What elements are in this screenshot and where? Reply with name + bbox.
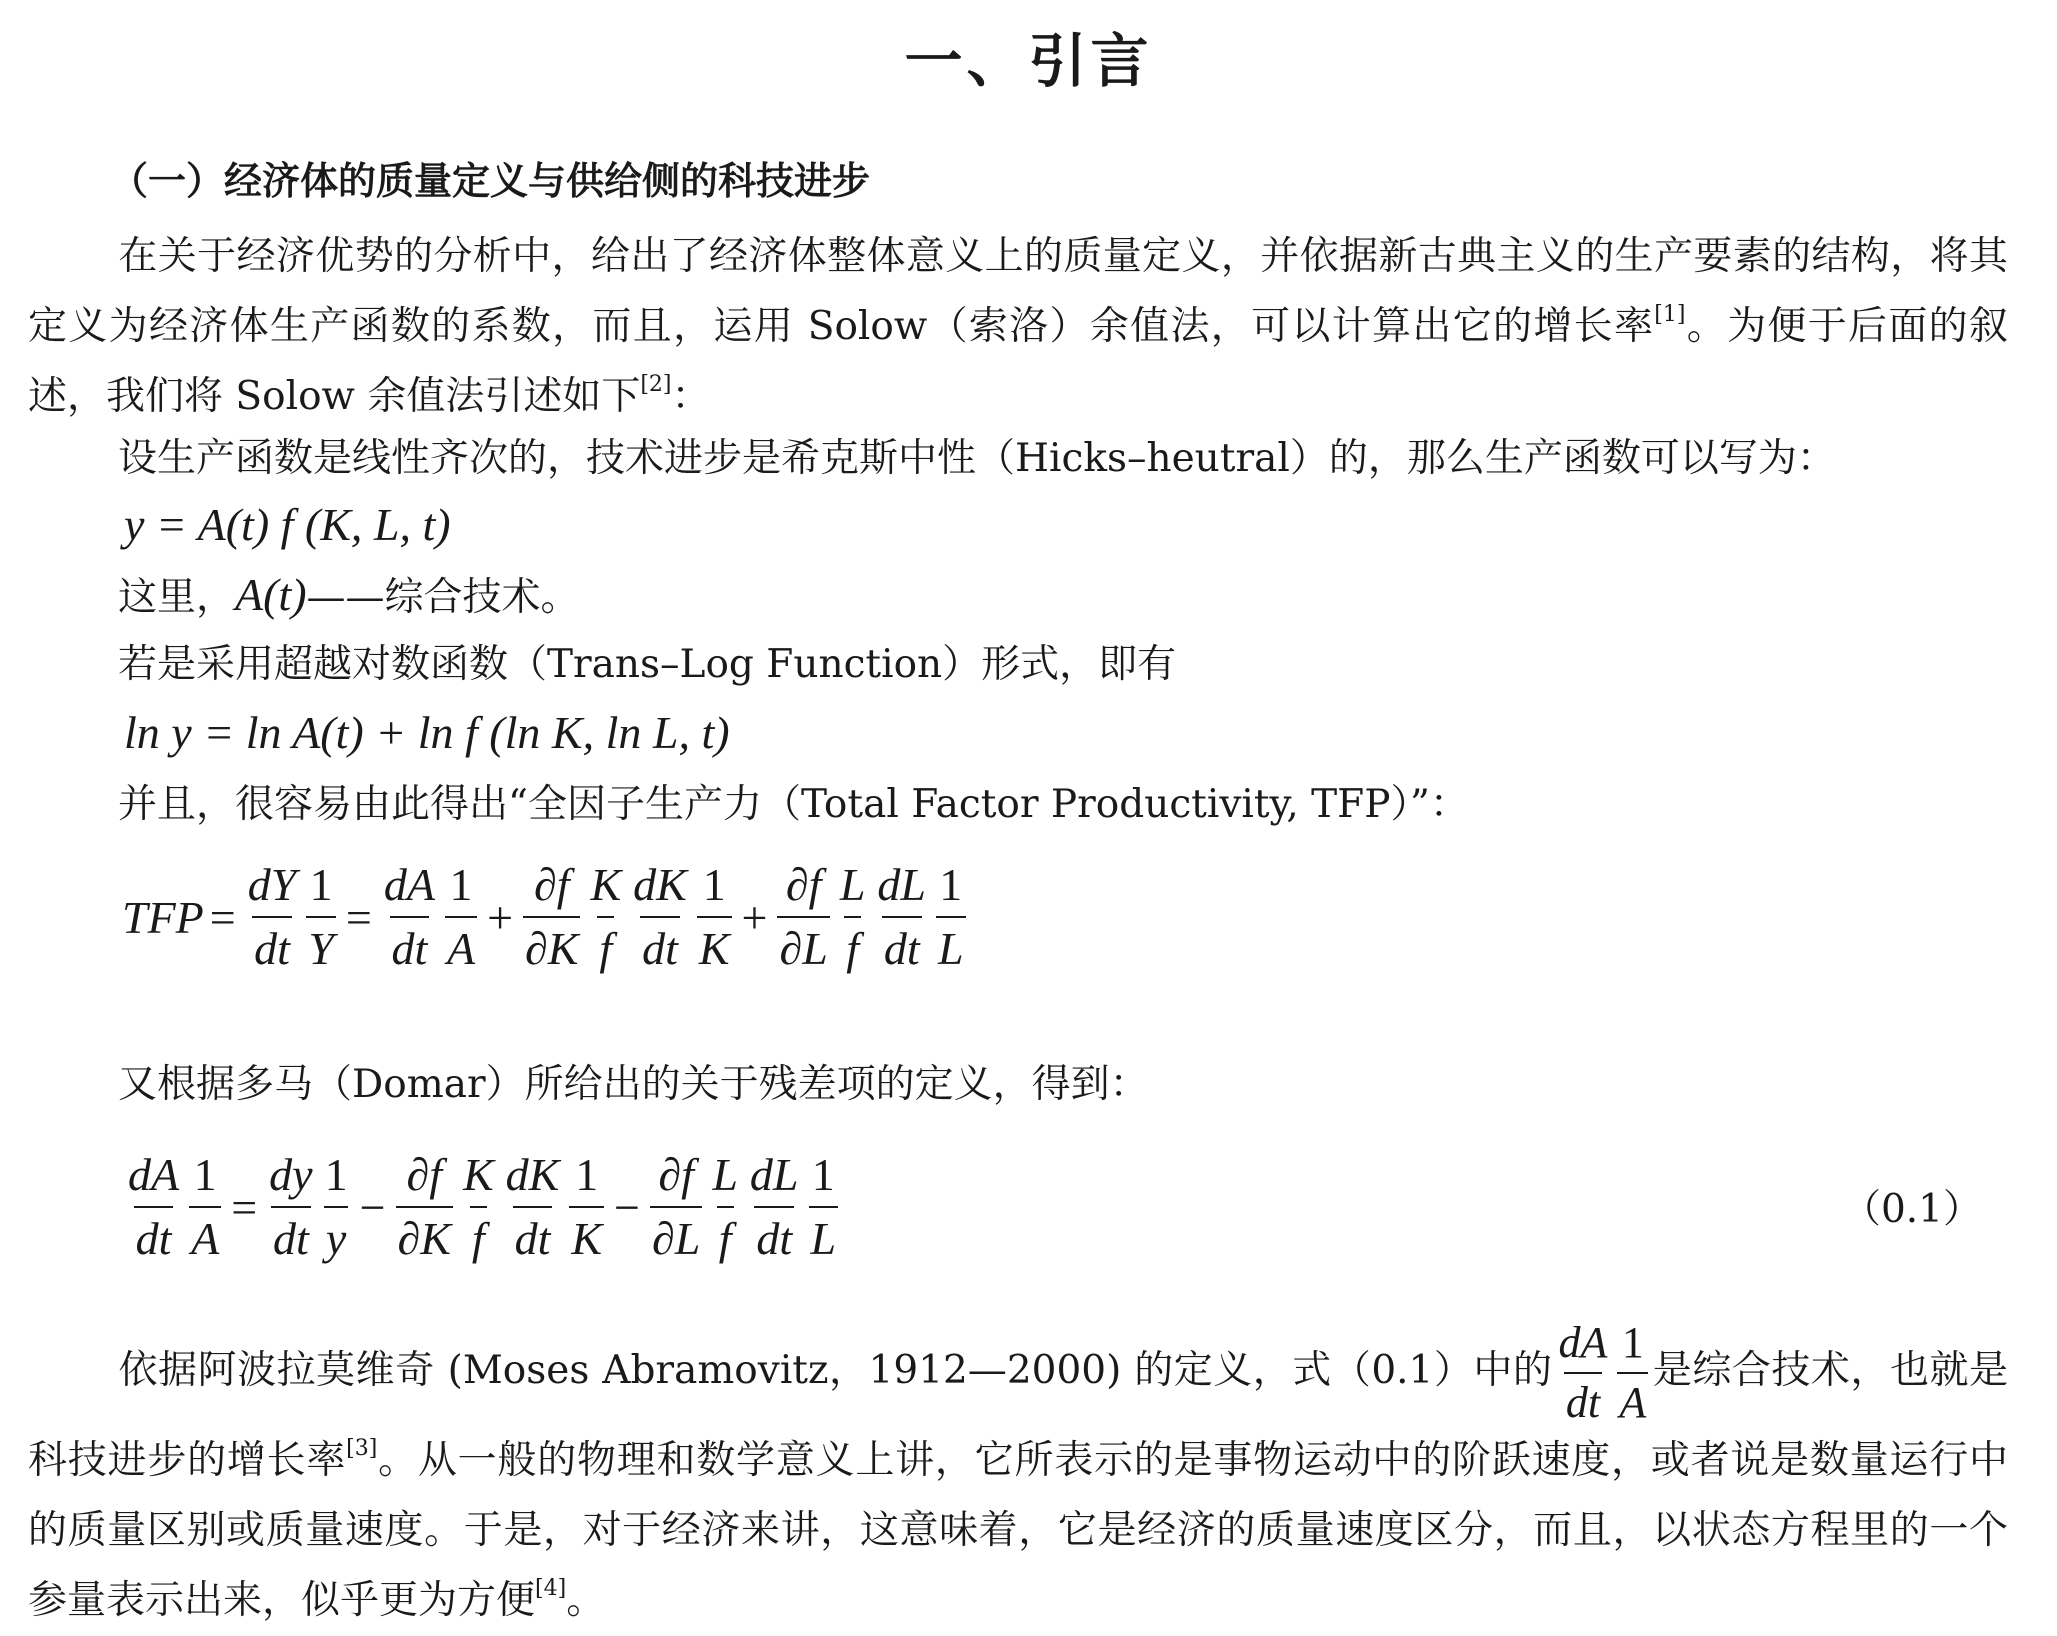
inline-fraction: $\frac{dA}{dt}$ $\frac{1}{A}$: [1558, 1318, 1647, 1427]
line-hicks: 设生产函数是线性齐次的，技术进步是希克斯中性（Hicks–heutral）的，那么生产函数可以写为：: [118, 436, 1836, 481]
line-here-rest: ——综合技术。: [306, 575, 580, 620]
formula-translog: ln y = ln A(t) + ln f (ln K, ln L, t): [124, 707, 730, 758]
tfp-label: TFP: [122, 891, 204, 943]
paragraph-intro-text: 在关于经济优势的分析中，给出了经济体整体意义上的质量定义，并依据新古典主义的生产要素的结构，将其定义为经济体生产函数的系数，而且，运用 Solow（索洛）余值法，可以计算出它的增长率: [28, 234, 2008, 349]
line-here-text: 这里，: [118, 575, 236, 620]
paragraph-intro-text-2: 。为便于后面的叙述，我们将 Solow 余值法引述如下: [28, 304, 2008, 419]
equation-0-1: $\frac{dA}{dt}$ $\frac{1}{A}$ = $\frac{dy}{dt}$ $\frac{1}{y}$ − $\frac{\partial f}{\partial K}$ $\frac{K}{f}$ $\frac{dK}{dt}$ $\frac{1}{K}$ − $\frac{\partial f}{\partial L}$ $\frac{L}{f}$ $\frac{dL}{dt}$ $\frac{1}{L}$: [128, 1149, 837, 1264]
paragraph-abramovitz: [28, 1320, 2008, 1636]
line-here-math: A(t): [235, 569, 307, 620]
citation-1: [1]: [1654, 302, 1686, 327]
equation-tfp: TFP = $\frac{dY}{dt}$ $\frac{1}{Y}$ = $\frac{dA}{dt}$ $\frac{1}{A}$ + $\frac{\partial f}{\partial K}$ $\frac{K}{f}$ $\frac{dK}{dt}$ $\frac{1}{K}$ + $\frac{\partial f}{\partial L}$ $\frac{L}{f}$ $\frac{dL}{dt}$ $\frac{1}{L}$: [122, 859, 964, 974]
paragraph-abramovitz-text-2: 。从一般的物理和数学意义上讲，它所表示的是事物运动中的阶跃速度，或者说是数量运行中的质量区别或质量速度。于是，对于经济来讲，这意味着，它是经济的质量速度区分，而且，以状态方程里的一个参量表示出来，似乎更为方便: [28, 1438, 2008, 1623]
citation-3: [3]: [346, 1436, 378, 1461]
subheading: （一）经济体的质量定义与供给侧的科技进步: [110, 159, 871, 203]
citation-4: [4]: [535, 1576, 567, 1601]
line-tfp: 并且，很容易由此得出“全因子生产力（Total Factor Productivity, TFP）”：: [118, 782, 1469, 827]
section-title: 一、引言: [904, 27, 1153, 95]
paragraph-intro-text-3: ：: [671, 374, 711, 419]
citation-2: [2]: [640, 372, 672, 397]
paragraph-abramovitz-text-3: 。: [566, 1578, 606, 1623]
paragraph-abramovitz-text: 依据阿波拉莫维奇 (Moses Abramovitz，1912—2000) 的定义，式（0.1）中的: [118, 1348, 1553, 1393]
formula-production-function: y = A(t) f (K, L, t): [124, 499, 451, 550]
line-domar: 又根据多马（Domar）所给出的关于残差项的定义，得到：: [118, 1062, 1149, 1107]
paragraph-intro: [28, 222, 2008, 432]
equation-number: （0.1）: [1841, 1187, 1982, 1232]
paragraph-abramovitz-text-after: 是综合技术，也就是科技进步的增长率: [28, 1348, 2008, 1483]
line-here: [118, 560, 580, 633]
line-translog: 若是采用超越对数函数（Trans–Log Function）形式，即有: [118, 642, 1177, 687]
